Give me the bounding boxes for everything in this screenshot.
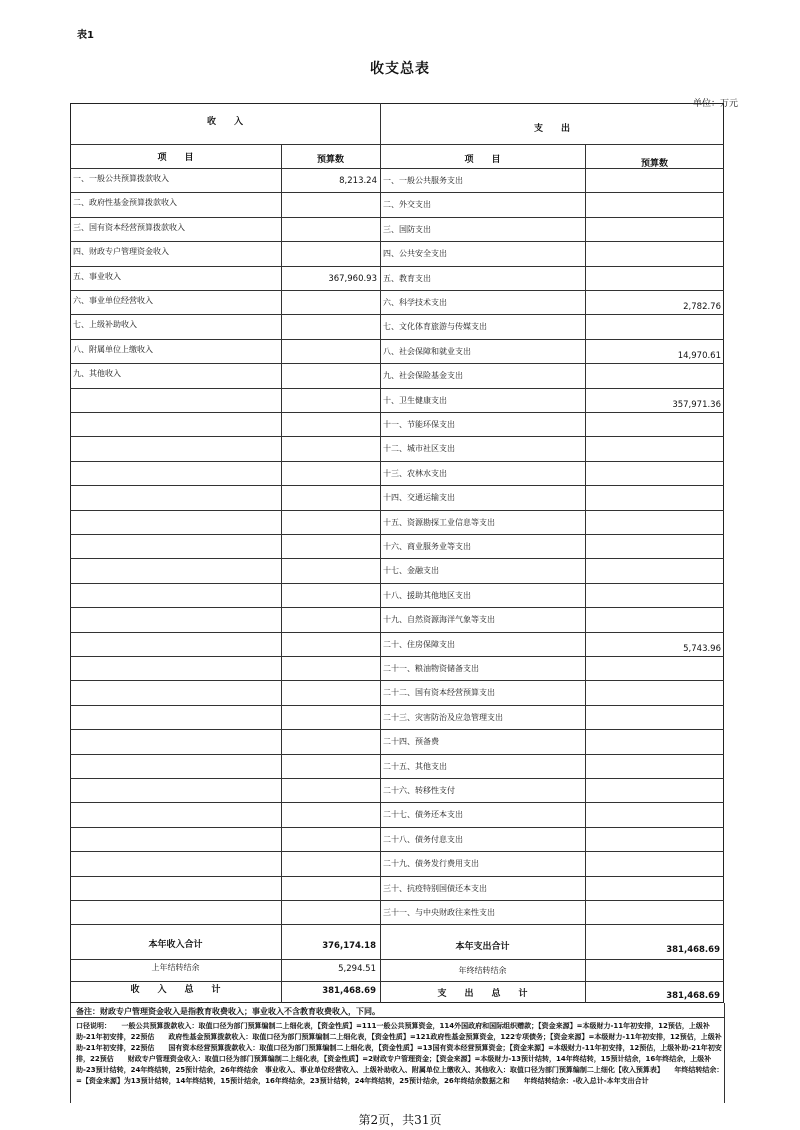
expense-row-label: 五、教育支出 [383,273,431,283]
sheet-label: 表1 [77,30,94,41]
expense-row-label: 八、社会保障和就业支出 [383,346,471,356]
expense-row-label: 十八、援助其他地区支出 [383,590,471,600]
expense-row-label: 十七、金融支出 [383,566,439,576]
income-row-label: 八、附属单位上缴收入 [73,344,153,354]
grid-line [70,924,724,925]
income-row-label: 三、国有资本经营预算拨款收入 [73,222,185,232]
expense-row-label: 九、社会保险基金支出 [383,371,463,381]
grid-line [70,266,724,267]
grid-line [380,144,724,145]
expense-row-label: 十二、城市社区支出 [383,444,455,454]
expense-row-label: 二十六、转移性支付 [383,786,455,795]
income-row-label: 一、一般公共预算拨款收入 [73,174,169,183]
expense-row-label: 一、一般公共服务支出 [383,176,463,185]
prev-balance-label: 上年结转结余 [151,963,200,972]
grid-line [70,607,724,608]
income-row-value: 367,960.93 [328,273,377,284]
expense-row-label: 二十七、债务还本支出 [383,810,463,820]
expense-row-label: 二、外交支出 [383,200,431,210]
grid-line [70,778,724,779]
grid-line [70,534,724,535]
expense-budget-header: 预算数 [640,159,668,169]
income-item-header: 项 目 [157,153,194,163]
expense-row-label: 二十九、债务发行费用支出 [383,859,479,869]
grid-line [70,339,724,340]
grid-line [70,510,724,511]
expense-row-label: 三、国防支出 [383,224,431,234]
expense-row-label: 二十、住房保障支出 [383,639,455,649]
expense-row-label: 二十一、粮油物资储备支出 [383,664,479,673]
grid-line [70,461,724,462]
expense-row-value: 357,971.36 [672,399,721,410]
income-row-label: 二、政府性基金预算拨款收入 [73,198,177,208]
income-total-label: 本年收入合计 [148,940,203,950]
expense-row-label: 十九、自然资源海洋气象等支出 [383,615,495,625]
expense-row-label: 四、公共安全支出 [383,249,447,259]
grid-line [380,103,381,1003]
expense-row-value: 14,970.61 [677,350,721,361]
grid-line [70,729,724,730]
expense-row-value: 2,782.76 [683,302,721,312]
expense-row-label: 二十八、债务付息支出 [383,834,463,844]
expense-header: 支 出 [533,124,570,134]
grid-line [70,485,724,486]
income-row-value: 8,213.24 [339,176,377,186]
grid-line [70,241,724,242]
grid-line [70,217,724,218]
grid-line [70,583,724,584]
income-row-label: 六、事业单位经营收入 [73,296,153,305]
grid-line [70,959,724,960]
table-note: 备注：财政专户管理资金收入是指教育收费收入；事业收入不含教育收费收入，下同。 [76,1007,380,1016]
grid-line [70,754,724,755]
income-header: 收 入 [206,117,243,127]
expense-row-label: 二十三、灾害防治及应急管理支出 [383,712,503,722]
methodology-note: 口径说明： 一般公共预算拨款收入：取值口径为部门预算编制二上细化表，【资金性质】=111一般公共预算资金，114外国政府和国际组织赠款；【资金来源】=本级财力-11年初安排，12预估，上级补助-21年初安排，22预估 政府性基金预算拨款收入：取值口径为部门预算编制二上细化表，【资金性质】=121政府性基金预算资金，122专项债务；【资金来源】=本级财力-11年初安排，12预估，上级补助-21年初安排，22预估 国有资本经营预算拨款收入：取值口径为部门预算编制二上细化表，【资金性质】=13国有资本经营预算资金；【资金来源】=本级财力-11年初安排，12预估，上级补助-21年初安排，22预估 财政专户管理资金收入：取值口径为部门预算编制二上细化表，【资金性质】=2财政专户管理资金；【资金来源】=本级财力-13预计结转，14年终结转，15预计结余，16年终结余，上级补助-23预计结转，24年终结转，25预计结余，26年终结余 事业收入、事业单位经营收入、上级补助收入、附属单位上缴收入、其他收入：取值口径为部门预算编制二上细化【收入预算表】 年终结转结余：=【资金来源】为13预计结转，14年终结转，15预计结余，16年终结余，23预计结转，24年终结转，25预计结余，26年终结余数据之和 年终结转结余：-收入总计-本年支出合计 [76,1022,724,1085]
expense-row-label: 三十、抗疫特别国债还本支出 [383,883,487,893]
expense-grand-total-value: 381,468.69 [666,991,720,1001]
grid-line [70,363,724,364]
grid-line [70,680,724,681]
expense-row-label: 二十四、预备费 [383,737,439,747]
page-number: 第2页，共31页 [358,1113,442,1127]
grid-line [70,192,724,193]
expense-item-header: 项 目 [464,155,501,165]
grid-line [70,802,724,803]
expense-row-label: 二十二、国有资本经营预算支出 [383,688,495,698]
income-budget-header: 预算数 [316,155,344,165]
grid-line [70,851,724,852]
grid-line [70,827,724,828]
expense-row-label: 六、科学技术支出 [383,298,447,307]
grid-line [70,981,724,982]
grid-line [70,558,724,559]
grid-line [70,1003,71,1103]
grid-line [70,900,724,901]
grid-line [70,705,724,706]
grid-line [70,632,724,633]
expense-row-label: 十六、商业服务业等支出 [383,542,471,551]
income-row-label: 四、财政专户管理资金收入 [73,247,169,257]
grid-line [724,1003,725,1103]
income-row-label: 五、事业收入 [73,271,121,281]
income-total-value: 376,174.18 [322,941,376,951]
grid-line [281,144,282,937]
grid-line [70,314,724,315]
income-grand-total-value: 381,468.69 [322,986,376,996]
expense-row-label: 三十一、与中央财政往来性支出 [383,908,495,917]
expense-row-label: 十四、交通运输支出 [383,493,455,503]
expense-row-value: 5,743.96 [683,643,721,654]
grid-line [70,144,380,145]
expense-row-label: 十三、农林水支出 [383,468,447,478]
grid-line [70,436,724,437]
grid-line [70,290,724,291]
page-title: 收支总表 [370,61,430,77]
grid-line [585,144,586,1003]
grid-line [70,1017,724,1018]
expense-row-label: 二十五、其他支出 [383,761,447,771]
prev-balance-value: 5,294.51 [338,964,376,974]
income-row-label: 九、其他收入 [73,369,121,379]
unit-label: 单位：万元 [692,99,738,109]
expense-row-label: 十五、资源勘探工业信息等支出 [383,517,495,527]
grid-line [70,876,724,877]
expense-row-label: 七、文化体育旅游与传媒支出 [383,322,487,332]
year-end-label: 年终结转结余 [458,966,507,975]
expense-row-label: 十一、节能环保支出 [383,420,455,429]
expense-total-label: 本年支出合计 [455,942,510,952]
income-row-label: 七、上级补助收入 [73,320,137,330]
expense-row-label: 十、卫生健康支出 [383,395,447,405]
income-grand-total-label: 收 入 总 计 [130,985,221,995]
expense-grand-total-label: 支 出 总 计 [437,989,528,999]
grid-line [70,656,724,657]
expense-total-value: 381,468.69 [666,945,720,955]
grid-line [70,412,724,413]
grid-line [70,388,724,389]
